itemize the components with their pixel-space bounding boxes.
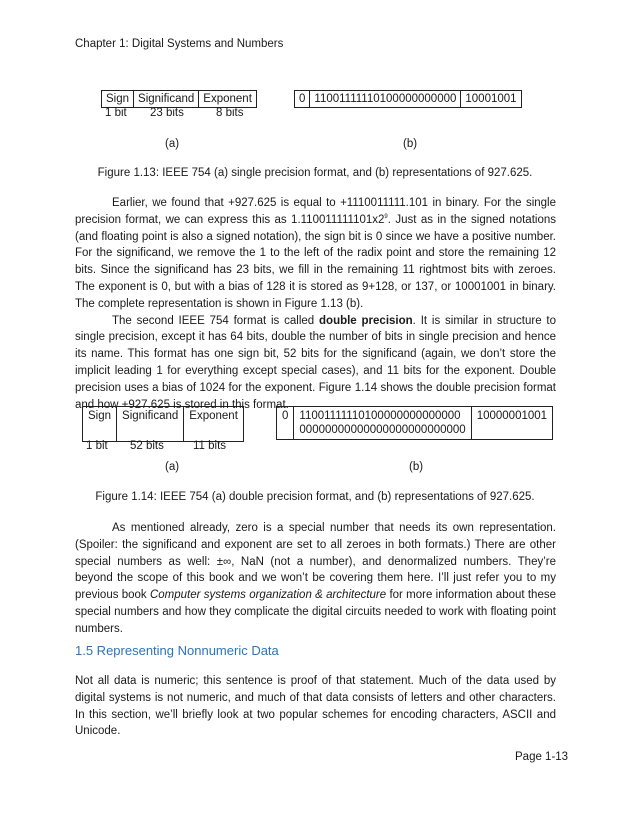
exponent-cell: Exponent: [199, 91, 257, 108]
significand-line-1: 11001111110100000000000000: [299, 410, 461, 422]
paragraph3-part2: for more information about these special numbers and how they complicate the digital circuits needed to work with floating point numbers.: [75, 589, 556, 635]
significand-bits-label: 52 bits: [130, 440, 164, 452]
paragraph-single-precision: [75, 195, 556, 313]
double-format-table: [82, 406, 244, 442]
page-number: Page 1-13: [515, 751, 569, 763]
exponent-cell: Exponent: [184, 407, 244, 442]
figure-1-14-b-label: (b): [409, 461, 424, 473]
section-heading: 1.5 Representing Nonnumeric Data: [75, 643, 279, 658]
body-text-block-2: [75, 520, 556, 638]
paragraph-nonnumeric: Not all data is numeric; this sentence is proof of that statement. Much of the data used by digital systems is not numeric, and much of that data consists of letters and other characters. In this section, we’ll briefly look at two popular schemes for encoding characters, ASCII and Unicode.: [75, 675, 556, 738]
paragraph1-part2: . Just as in the signed notations (and floating point is also a signed notation), the sign bit is 0 since we have a positive number. For the significand, we remove the 1 to the left of the radix point and store the remaining 12 bits. Since the significand has 23 bits, we fill in the remaining 11 rightmost bits with zeroes. The exponent is 0, but with a bias of 128 it is stored as 9+128, or 137, or 10001001 in binary. The complete representation is shown in Figure 1.13 (b).: [75, 213, 556, 310]
paragraph1-part1: Earlier, we found that +927.625 is equal to +1110011111.101 in binary. For the single precision format, we can express this as 1.110011111101x2: [75, 197, 556, 226]
exponent-bits-label: 11 bits: [193, 440, 227, 452]
sign-bits-label: 1 bit: [105, 107, 127, 119]
figure-1-14-a-label: (a): [165, 461, 180, 473]
figure-1-13-b-label: (b): [403, 138, 418, 150]
single-format-table: [101, 90, 257, 108]
paragraph2-part2: . It is similar in structure to single precision, except it has 64 bits, double the number of bits in single precision and hence its name. This format has one sign bit, 52 bits for the significand (again, we don’t store the implicit leading 1 for everything except special cases), and 11 bits for the exponent. Double precision uses a bias of 1024 for the exponent. Figure 1.14 shows the double precision format and how +927.625 is stored in this format.: [75, 314, 557, 411]
chapter-header: Chapter 1: Digital Systems and Numbers: [75, 38, 284, 50]
paragraph3-part1: As mentioned already, zero is a special number that needs its own representation. (Spoiler: the significand and exponent are set to all zeroes in both formats.) There are other special numbers as well: ±∞, NaN (not a number), and denormalized numbers. They’re beyond the scope of this book and we won’t be covering them here. I’ll just refer you to my previous book: [75, 522, 556, 602]
exponent-bits-label: 8 bits: [216, 107, 244, 119]
double-representation-table: [276, 406, 553, 440]
paragraph2-part1: The second IEEE 754 format is called: [112, 314, 320, 327]
paragraph-special-numbers: [75, 520, 556, 638]
exponent-value-cell: 10000001001: [471, 407, 552, 440]
figure-1-13-caption: Figure 1.13: IEEE 754 (a) single precision format, and (b) representations of 927.625.: [97, 167, 533, 179]
significand-value-cell: 11001111110100000000000: [310, 91, 461, 108]
body-text-block-3: [75, 673, 556, 740]
sign-value-cell: 0: [277, 407, 294, 440]
sign-cell: Sign: [102, 91, 134, 108]
significand-line-2: 00000000000000000000000000: [299, 424, 466, 436]
paragraph-double-precision: [75, 313, 556, 414]
body-text-block-1: [75, 195, 556, 413]
sign-bits-label: 1 bit: [86, 440, 108, 452]
sign-cell: Sign: [83, 407, 117, 442]
significand-value-cell: [294, 407, 471, 440]
figure-1-13-a-label: (a): [165, 138, 180, 150]
exponent-value-cell: 10001001: [461, 91, 521, 108]
figure-1-14-caption: Figure 1.14: IEEE 754 (a) double precision format, and (b) representations of 927.625.: [95, 491, 535, 503]
significand-cell: Significand: [134, 91, 199, 108]
sign-value-cell: 0: [295, 91, 310, 108]
significand-cell: Significand: [117, 407, 184, 442]
single-representation-table: [294, 90, 522, 108]
double-precision-term: double precision: [319, 314, 413, 327]
significand-bits-label: 23 bits: [150, 107, 184, 119]
book-title: Computer systems organization & architecture: [149, 589, 387, 602]
exponent-superscript: 9: [384, 213, 388, 220]
